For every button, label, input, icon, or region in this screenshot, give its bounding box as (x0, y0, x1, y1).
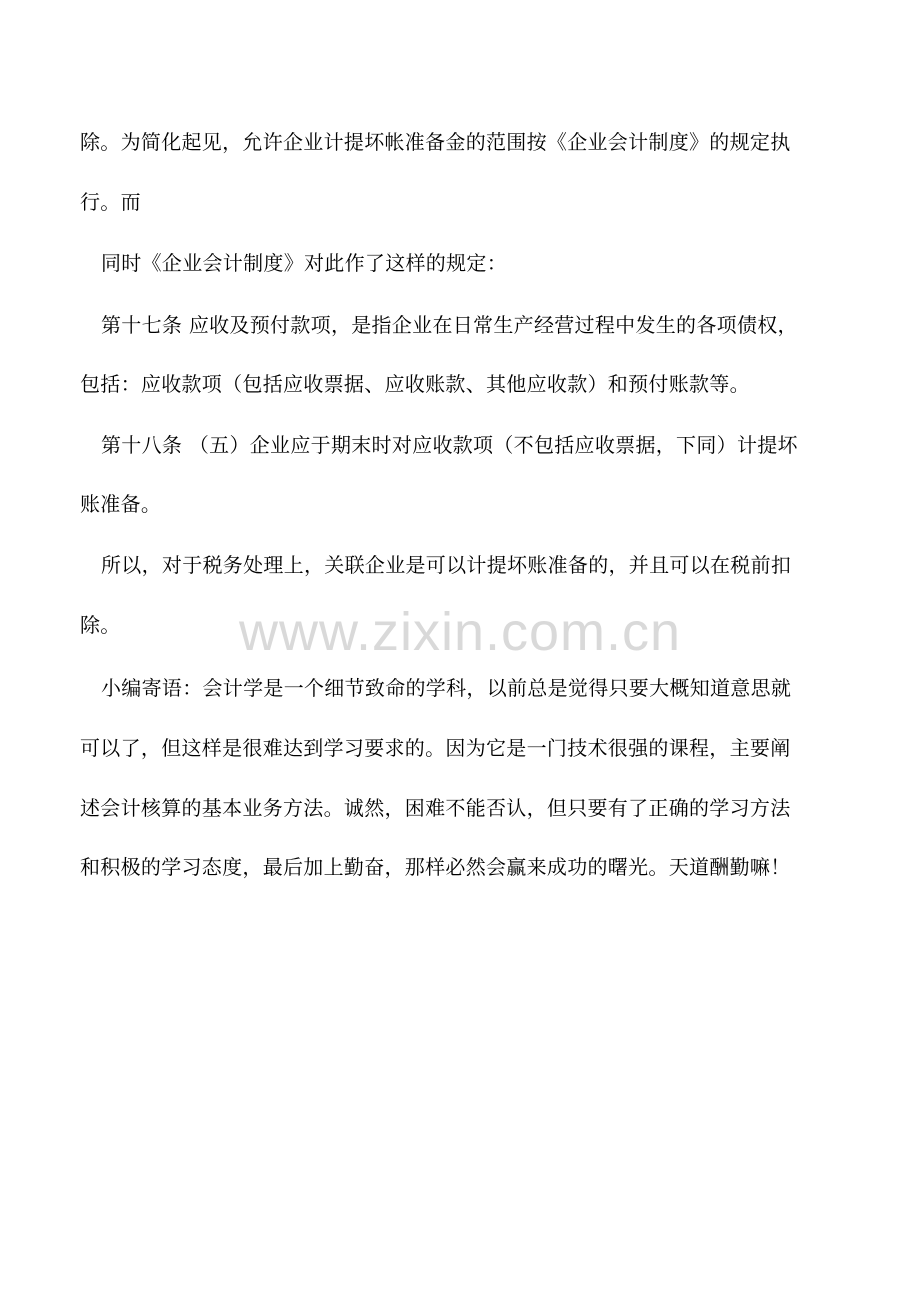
text-line: 包括：应收款项（包括应收票据、应收账款、其他应收款）和预付账款等。 (80, 372, 750, 396)
text-line: 账准备。 (80, 492, 162, 516)
paragraph-start: 所以，对于税务处理上，关联企业是可以计提坏账准备的，并且可以在税前扣 (101, 553, 792, 577)
text-line: 可以了，但这样是很难达到学习要求的。因为它是一门技术很强的课程，主要阐 (80, 736, 791, 760)
paragraph-start: 同时《企业会计制度》对此作了这样的规定： (101, 251, 507, 275)
paragraph-start: 第十七条 应收及预付款项，是指企业在日常生产经营过程中发生的各项债权， (101, 313, 798, 337)
text-line: 除。 (80, 613, 121, 637)
text-line: 除。为简化起见，允许企业计提坏帐准备金的范围按《企业会计制度》的规定执 (80, 130, 791, 154)
paragraph-start: 第十八条 （五）企业应于期末时对应收款项（不包括应收票据，下同）计提坏 (101, 433, 798, 457)
text-line: 行。而 (80, 190, 141, 214)
watermark: www.zixin.com.cn (238, 602, 682, 662)
text-line: 述会计核算的基本业务方法。诚然，困难不能否认，但只要有了正确的学习方法 (80, 796, 791, 820)
text-line: 和积极的学习态度，最后加上勤奋，那样必然会赢来成功的曙光。天道酬勤嘛！ (80, 855, 791, 879)
paragraph-start: 小编寄语：会计学是一个细节致命的学科，以前总是觉得只要大概知道意思就 (101, 676, 792, 700)
